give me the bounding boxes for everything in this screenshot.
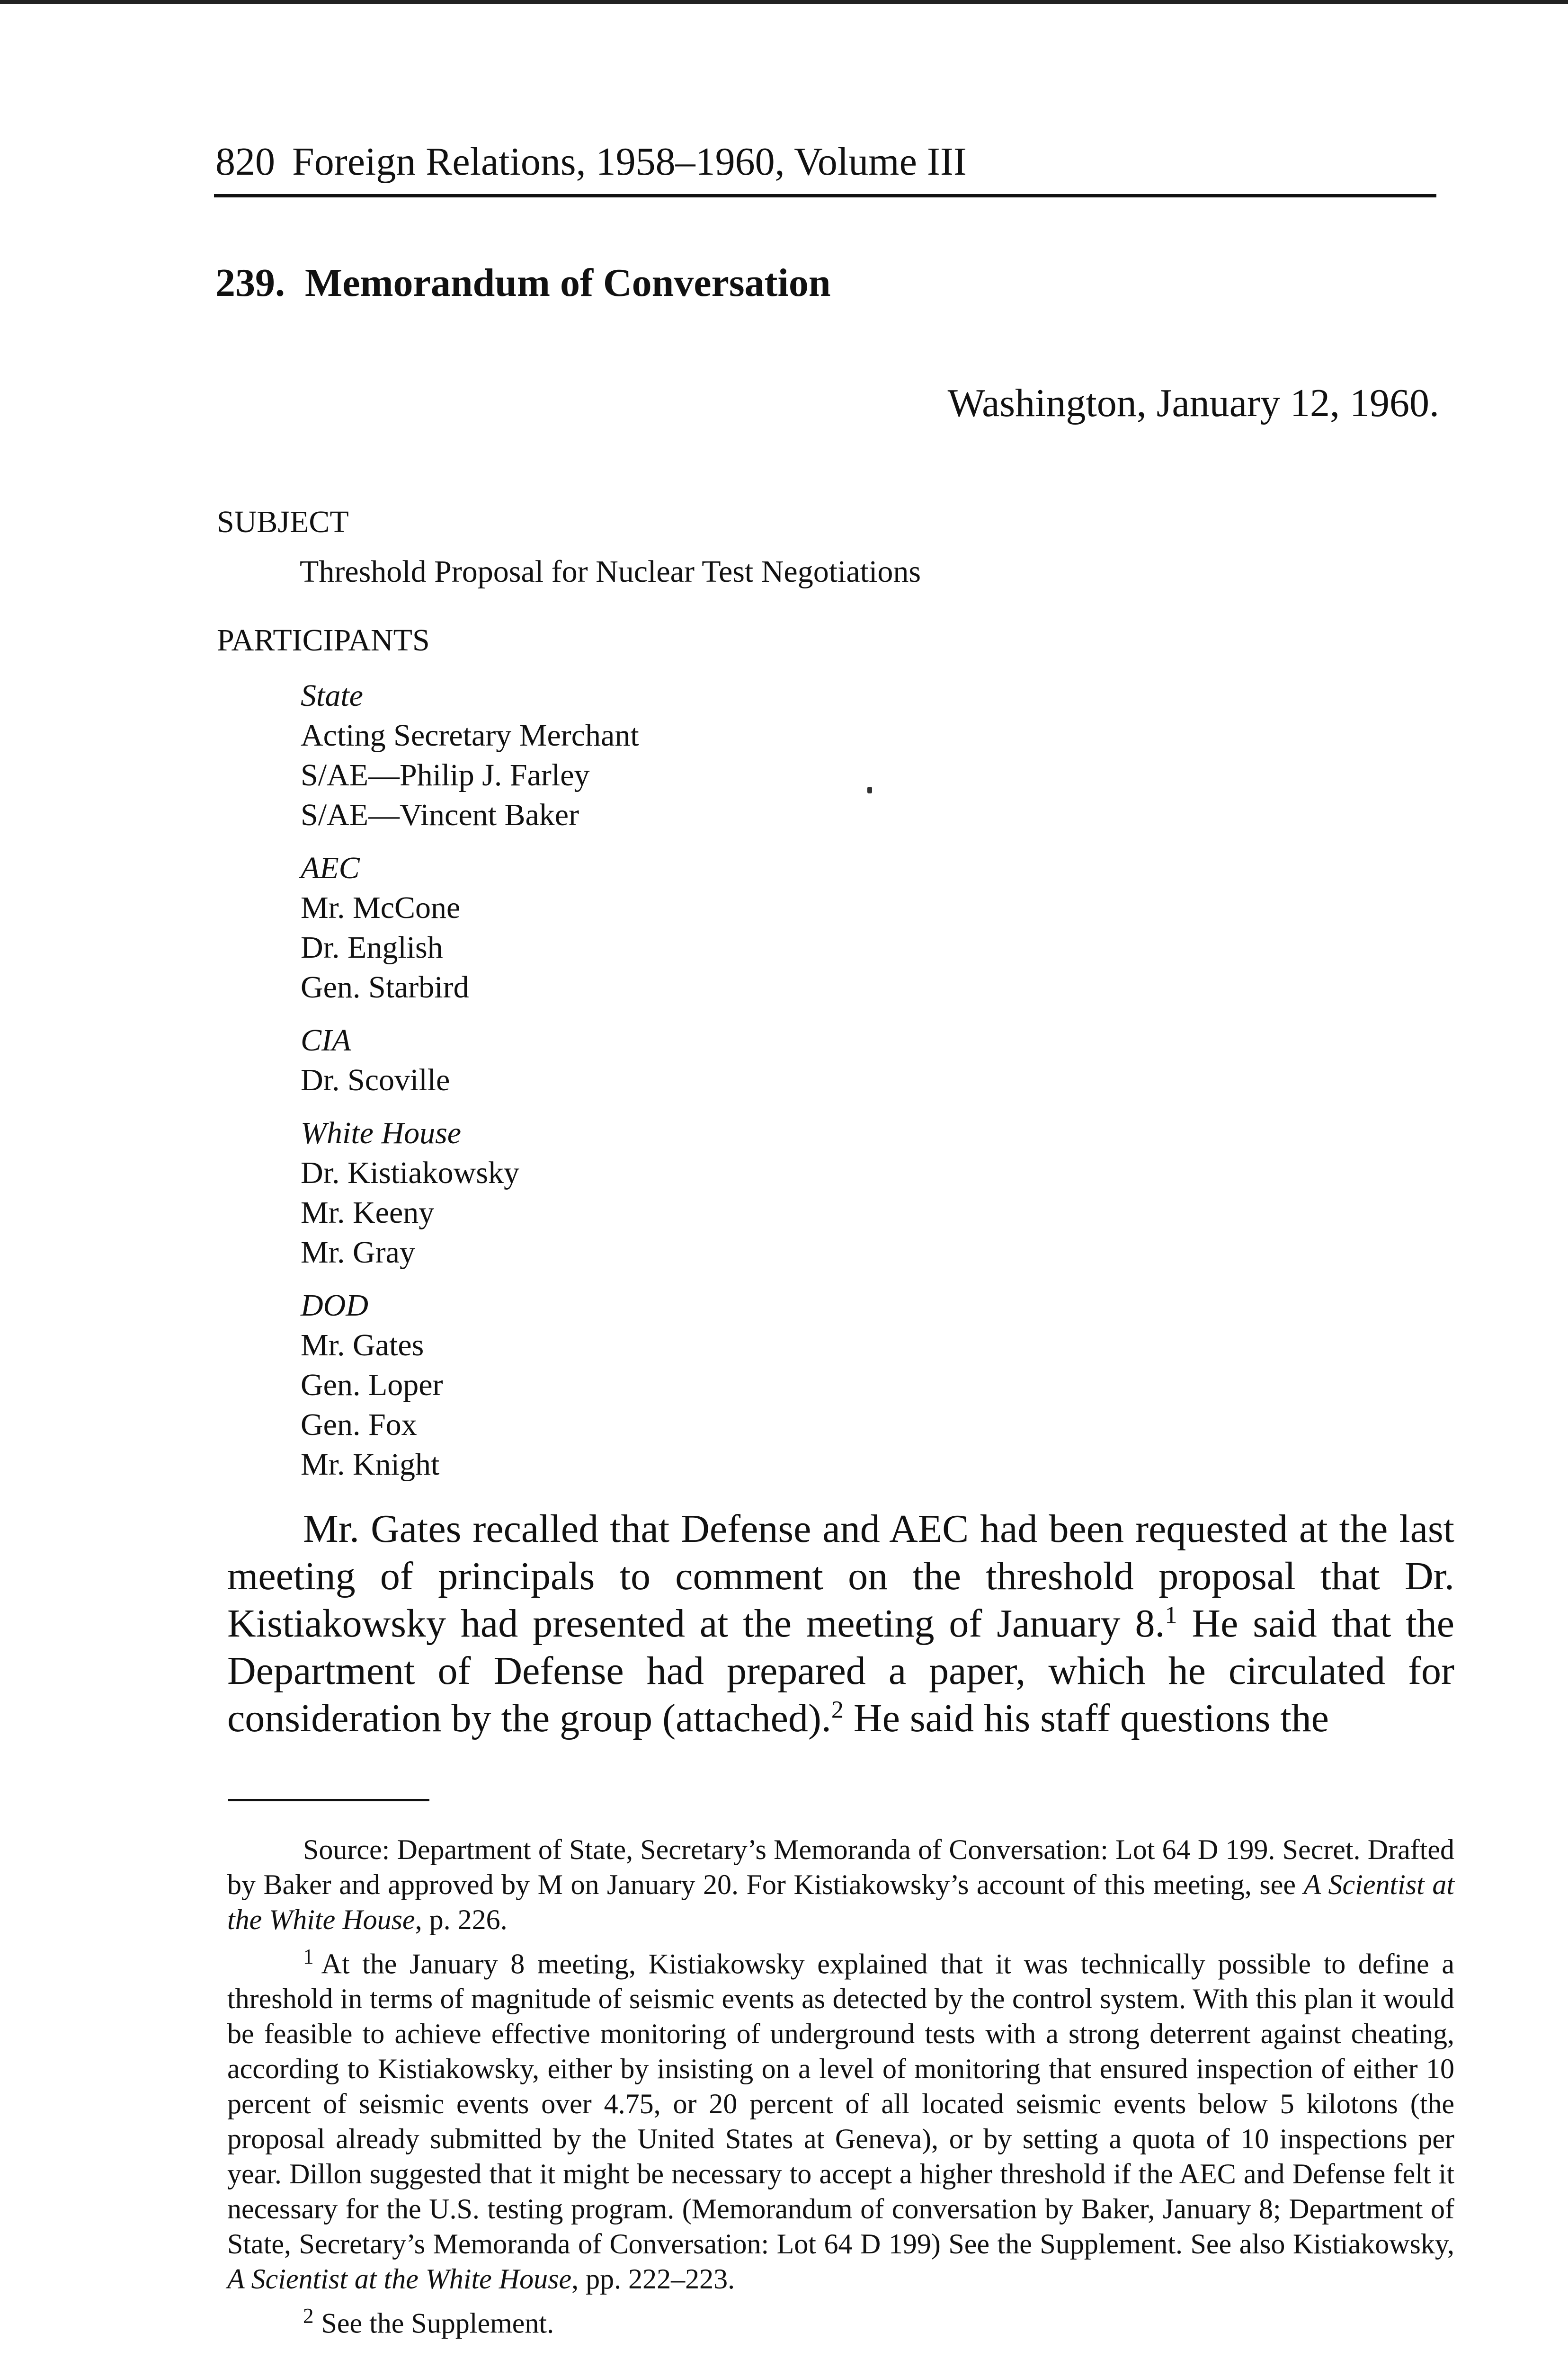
footnote-number: 1 (303, 1945, 314, 1968)
group-name: CIA (301, 1023, 351, 1058)
source-note (227, 1832, 1454, 1937)
participant-group-aec (301, 848, 639, 1007)
participant-group-cia (301, 1021, 639, 1100)
group-name: AEC (301, 851, 360, 885)
subject-label: SUBJECT (217, 505, 349, 539)
participant: Dr. Kistiakowsky (301, 1156, 519, 1190)
participant: Mr. McCone (301, 890, 461, 925)
document-title (215, 263, 831, 303)
footnote-ref-1: 1 (1165, 1602, 1177, 1629)
participant-group-dod (301, 1286, 639, 1485)
subject-text: Threshold Proposal for Nuclear Test Negotiations (300, 554, 921, 589)
document-number: 239. (215, 261, 285, 305)
running-header (215, 142, 967, 182)
participant-group-white-house (301, 1113, 639, 1272)
book-title: A Scientist at the White House (227, 1869, 1455, 1935)
footnote-ref-2: 2 (831, 1696, 844, 1724)
participant: Gen. Starbird (301, 970, 469, 1005)
source-note-text: Source: Department of State, Secretary’s Memoranda of Conversation: Lot 64 D 199. Secret. Drafted by Baker and approved by M on January 20. For Kistiakowsky’s account of this meeting, see (227, 1834, 1454, 1900)
participant: Mr. Keeny (301, 1195, 435, 1230)
page-number: 820 (215, 140, 275, 184)
body-text-part: Mr. Gates recalled that Defense and AEC had been requested at the last meeting of principals to comment on the threshold proposal that Dr. Kistiakowsky had presented at the meeting of January 8. (227, 1507, 1454, 1646)
header-rule (214, 194, 1436, 197)
participant: Mr. Gray (301, 1235, 415, 1270)
document-title-text: Memorandum of Conversation (305, 261, 831, 305)
participant: Mr. Gates (301, 1328, 424, 1362)
footnotes (227, 1832, 1454, 2343)
scan-top-edge (0, 0, 1568, 4)
group-name: State (301, 678, 363, 713)
footnote-2 (227, 2298, 1454, 2340)
footnote-1 (227, 1939, 1454, 2296)
group-name: White House (301, 1116, 462, 1150)
footnote-rule (228, 1799, 429, 1801)
participant: S/AE—Vincent Baker (301, 798, 579, 832)
body-paragraph (227, 1505, 1454, 1742)
footnote-text: At the January 8 meeting, Kistiakowsky explained that it was technically possible to define a threshold in terms of magnitude of seismic events as detected by the control system. With this plan it would be feasible to achieve effective monitoring of underground tests with a strong deterrent against cheating, according to Kistiakowsky, either by insisting on a level of monitoring that ensured inspection of either 10 percent of seismic events over 4.75, or 20 percent of all located seismic events below 5 kilotons (the proposal already submitted by the United States at Geneva), or by setting a quota of 10 inspections per year. Dillon suggested that it might be necessary to accept a higher threshold if the AEC and Defense felt it necessary for the U.S. testing program. (Memorandum of conversation by Baker, January 8; Department of State, Secretary’s Memoranda of Conversation: Lot 64 D 199) See the Supplement. See also Kistiakowsky, (227, 1948, 1454, 2260)
body-text-part: He said that the Department of Defense had prepared a paper, which he circulated for consideration by the group (attached). (227, 1602, 1455, 1740)
participant: Gen. Loper (301, 1368, 443, 1402)
group-name: DOD (301, 1288, 368, 1323)
participant: Dr. English (301, 930, 443, 965)
body-text-part: He said his staff questions the (843, 1696, 1329, 1740)
source-note-text: , p. 226. (415, 1904, 508, 1935)
participant-group-state (301, 676, 639, 835)
footnote-text: , pp. 222–223. (571, 2263, 735, 2295)
participant: Dr. Scoville (301, 1063, 450, 1097)
scan-speck (867, 787, 872, 793)
running-title: Foreign Relations, 1958–1960, Volume III (292, 140, 967, 184)
participants-list (301, 676, 639, 1498)
participant: Mr. Knight (301, 1447, 440, 1482)
book-title: A Scientist at the White House (227, 2263, 572, 2295)
footnote-text: See the Supplement. (321, 2307, 554, 2339)
participant: Gen. Fox (301, 1407, 417, 1442)
footnote-number: 2 (303, 2304, 314, 2328)
dateline: Washington, January 12, 1960. (947, 381, 1439, 425)
participant: S/AE—Philip J. Farley (301, 758, 590, 792)
participant: Acting Secretary Merchant (301, 718, 639, 753)
participants-label: PARTICIPANTS (217, 623, 430, 658)
